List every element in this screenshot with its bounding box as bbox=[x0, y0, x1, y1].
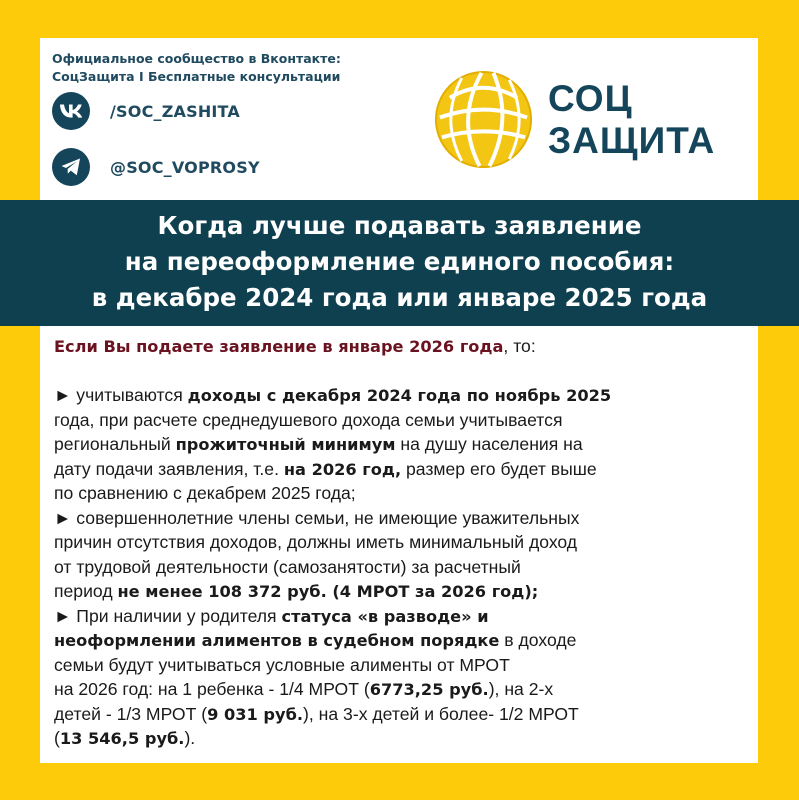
soc-zashita-logo bbox=[432, 68, 732, 178]
b2-l4-text: период bbox=[54, 581, 118, 601]
telegram-handle[interactable]: @SOC_VOPROSY bbox=[110, 157, 260, 177]
b1-l4-bold: на 2026 год, bbox=[283, 459, 402, 479]
b3-l4-bold: 6773,25 руб. bbox=[369, 680, 489, 699]
bullet-adult-income bbox=[54, 506, 756, 604]
content-card bbox=[40, 326, 758, 763]
b1-l1-bold: доходы с декабря 2024 года по ноябрь 2025 bbox=[187, 386, 612, 405]
vk-icon bbox=[52, 92, 90, 130]
b2-l1: ► совершеннолетние члены семьи, не имеющие уважительных bbox=[54, 507, 580, 528]
lead-line bbox=[54, 334, 756, 359]
brand-line-1: СОЦ bbox=[548, 78, 633, 119]
b3-l5-text: детей - 1/3 МРОТ ( bbox=[54, 703, 208, 724]
b3-l4-text: на 2026 год: на 1 ребенка - 1/4 МРОТ ( bbox=[54, 679, 370, 699]
vk-handle[interactable]: /SOC_ZASHITA bbox=[110, 101, 241, 121]
lead-bold: Если Вы подаете заявление в январе 2026 года bbox=[54, 337, 504, 356]
header-card bbox=[40, 38, 758, 200]
b3-l6-text: ( bbox=[54, 728, 60, 748]
telegram-icon bbox=[52, 148, 90, 186]
globe-icon bbox=[432, 68, 535, 171]
b1-l2: года, при расчете среднедушевого дохода семьи учитывается bbox=[54, 409, 563, 430]
title-line-1: Когда лучше подавать заявление bbox=[157, 211, 642, 240]
title-line-2: на переоформление единого пособия: bbox=[124, 247, 675, 276]
b3-l1-bold: статуса «в разводе» и bbox=[281, 606, 489, 626]
b3-l3: семьи будут учитываться условные алименты от МРОТ bbox=[54, 654, 510, 675]
community-line-2: СоцЗащита I Бесплатные консультации bbox=[52, 69, 341, 84]
page-title bbox=[0, 208, 799, 316]
bullet-income-period bbox=[54, 383, 756, 506]
b3-l4-rest: ), на 2-х bbox=[488, 679, 554, 699]
b2-l3: от трудовой деятельности (самозанятости) за расчетный bbox=[54, 556, 521, 577]
community-info bbox=[52, 50, 341, 86]
spacer bbox=[54, 359, 756, 384]
b1-l4-text: дату подачи заявления, т.е. bbox=[54, 458, 284, 479]
b3-l5-rest: ), на 3-х детей и более- 1/2 МРОТ bbox=[303, 703, 579, 724]
b1-l3-bold: прожиточный минимум bbox=[175, 435, 396, 454]
vk-link[interactable] bbox=[52, 92, 240, 130]
b3-l1-text: ► При наличии у родителя bbox=[54, 605, 282, 626]
title-line-3: в декабре 2024 года или январе 2025 года bbox=[91, 283, 708, 312]
b1-l1-text: ► учитываются bbox=[54, 385, 188, 405]
brand-name bbox=[548, 78, 715, 162]
b1-l3-rest: на душу населения на bbox=[395, 434, 583, 454]
b2-l4-bold: не менее 108 372 руб. (4 МРОТ за 2026 год); bbox=[117, 582, 539, 601]
b1-l4-rest: размер его будет выше bbox=[401, 458, 597, 479]
b3-l6-rest: ). bbox=[184, 728, 196, 748]
community-line-1: Официальное сообщество в Вконтакте: bbox=[52, 51, 341, 66]
b3-l6-bold: 13 546,5 руб. bbox=[59, 729, 185, 748]
telegram-link[interactable] bbox=[52, 148, 260, 186]
b3-l2-rest: в доходе bbox=[499, 630, 577, 650]
lead-rest: , то: bbox=[503, 336, 536, 356]
body-text bbox=[54, 334, 756, 751]
title-band bbox=[0, 200, 799, 326]
bullet-alimony bbox=[54, 604, 756, 751]
brand-line-2: ЗАЩИТА bbox=[548, 120, 716, 161]
b2-l2: причин отсутствия доходов, должны иметь минимальный доход bbox=[54, 532, 578, 552]
b1-l5: по сравнению с декабрем 2025 года; bbox=[54, 483, 356, 503]
b1-l3-text: региональный bbox=[54, 434, 176, 454]
b3-l5-bold: 9 031 руб. bbox=[207, 704, 304, 724]
b3-l2-bold: неоформлении алиментов в судебном порядке bbox=[54, 631, 500, 650]
